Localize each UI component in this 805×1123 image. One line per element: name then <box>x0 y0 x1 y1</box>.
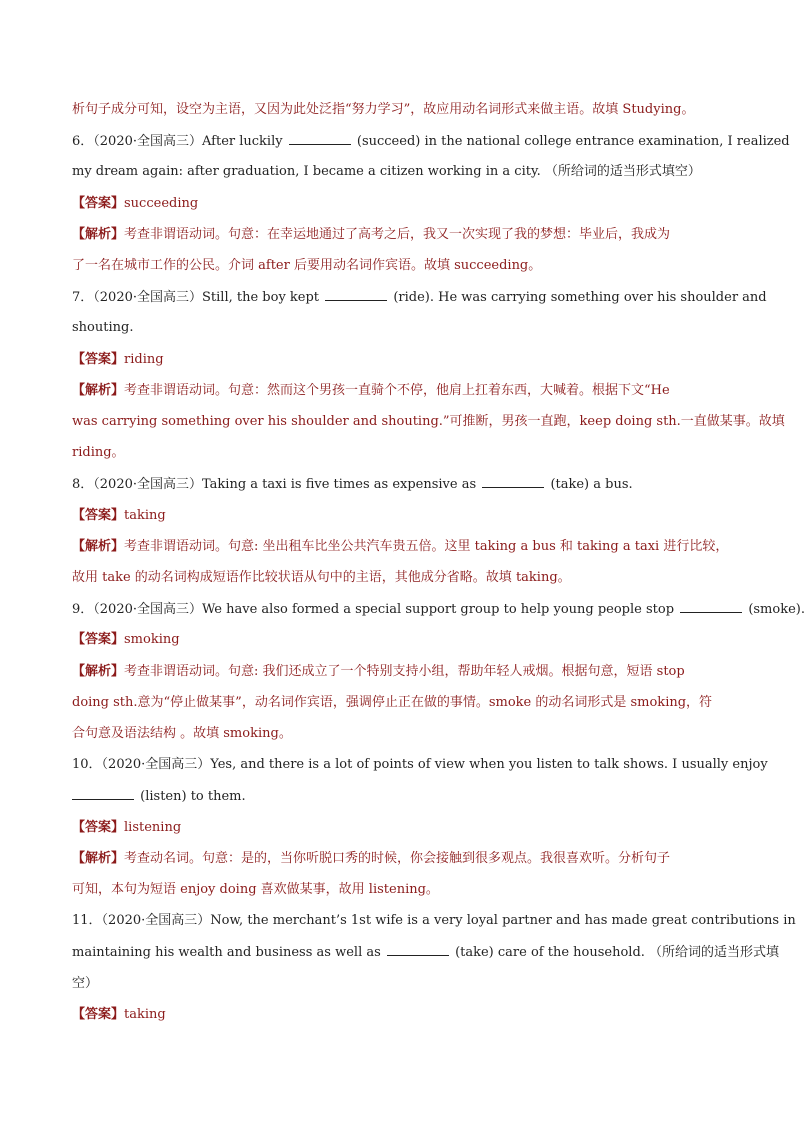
answer-blank <box>680 600 742 613</box>
question-text: Now, the merchant’s 1st wife is a very loyal partner and has made great contributions in <box>210 913 796 928</box>
question-6-line2: my dream again: after graduation, I became a citizen working in a city. （所给词的适当形式填空） <box>72 164 701 179</box>
question-8 <box>72 475 732 494</box>
answer-text: listening <box>124 820 182 835</box>
explanation-tag: 【解析】 <box>72 383 125 398</box>
question-source: 7．（2020·全国高三） <box>72 290 202 305</box>
answer-tag: 【答案】 <box>72 508 125 523</box>
question-text: After luckily <box>202 134 283 149</box>
question-11-line2 <box>72 943 780 962</box>
question-9 <box>72 600 805 619</box>
answer-tag: 【答案】 <box>72 1007 125 1022</box>
answer-tag: 【答案】 <box>72 196 125 211</box>
question-text: (ride). He was carrying something over his shoulder and <box>393 290 767 305</box>
answer-text: riding <box>124 352 164 367</box>
explanation-tag: 【解析】 <box>72 227 125 242</box>
question-source: 11．（2020·全国高三） <box>72 913 211 928</box>
explanation-text: 考查非谓语动词。句意：然而这个男孩一直骑个不停，他肩上扛着东西，大喊着。根据下文“He <box>124 383 670 398</box>
question-text: (take) care of the household. （所给词的适当形式填 <box>455 945 780 960</box>
question-10-line2 <box>72 787 732 806</box>
explanation-6-line2: 了一名在城市工作的公民。介词 after 后要用动名词作宾语。故填 succeeding。 <box>72 258 542 273</box>
explanation-7 <box>72 382 732 400</box>
answer-text: taking <box>124 1007 166 1022</box>
explanation-continued: 析句子成分可知，设空为主语，又因为此处泛指“努力学习”，故应用动名词形式来做主语。故填 Studying。 <box>72 102 695 117</box>
answer-text: taking <box>124 508 166 523</box>
question-source: 10．（2020·全国高三） <box>72 757 211 772</box>
question-text: (smoke). <box>748 602 805 617</box>
explanation-text: 考查动名词。句意：是的，当你听脱口秀的时候，你会接触到很多观点。我很喜欢听。分析句子 <box>124 851 671 866</box>
question-7-line2: shouting. <box>72 320 134 335</box>
answer-blank <box>482 475 544 488</box>
question-source: 9．（2020·全国高三） <box>72 602 202 617</box>
answer-tag: 【答案】 <box>72 820 125 835</box>
explanation-6 <box>72 226 732 244</box>
explanation-9-line3: 合句意及语法结构 。故填 smoking。 <box>72 726 292 741</box>
answer-6 <box>72 195 732 213</box>
question-text: Still, the boy kept <box>202 290 320 305</box>
explanation-tag: 【解析】 <box>72 851 125 866</box>
question-10 <box>72 756 768 774</box>
question-text: Taking a taxi is five times as expensive as <box>202 477 477 492</box>
question-11-line3: 空） <box>72 976 99 991</box>
answer-11 <box>72 1006 732 1024</box>
question-text: (succeed) in the national college entrance examination, I realized <box>356 134 790 149</box>
explanation-text: 考查非谓语动词。句意: 坐出租车比坐公共汽车贵五倍。这里 taking a bus 和 taking a taxi 进行比较， <box>124 539 729 554</box>
question-7 <box>72 288 767 307</box>
answer-7 <box>72 351 732 369</box>
explanation-10 <box>72 850 732 868</box>
answer-8 <box>72 507 732 525</box>
answer-blank <box>72 787 134 800</box>
explanation-9 <box>72 663 732 681</box>
answer-blank <box>289 132 351 145</box>
explanation-tag: 【解析】 <box>72 539 125 554</box>
question-text: Yes, and there is a lot of points of view when you listen to talk shows. I usually enjoy <box>210 757 768 772</box>
explanation-8-line2: 故用 take 的动名词构成短语作比较状语从句中的主语，其他成分省略。故填 taking。 <box>72 570 571 585</box>
answer-tag: 【答案】 <box>72 352 125 367</box>
explanation-7-line3: riding。 <box>72 445 125 460</box>
explanation-9-line2: doing sth.意为“停止做某事”，动名词作宾语，强调停止正在做的事情。smoke 的动名词形式是 smoking，符 <box>72 695 713 710</box>
question-text: We have also formed a special support group to help young people stop <box>202 602 675 617</box>
explanation-text: 考查非谓语动词。句意: 我们还成立了一个特别支持小组，帮助年轻人戒烟。根据句意，短语 stop <box>124 664 685 679</box>
answer-blank <box>325 288 387 301</box>
question-6 <box>72 132 790 151</box>
question-text: maintaining his wealth and business as well as <box>72 945 381 960</box>
explanation-10-line2: 可知，本句为短语 enjoy doing 喜欢做某事，故用 listening。 <box>72 882 439 897</box>
answer-text: succeeding <box>124 196 199 211</box>
explanation-7-line2: was carrying something over his shoulder and shouting.”可推断，男孩一直跑，keep doing sth.一直做某事。故填 <box>72 414 785 429</box>
explanation-8 <box>72 538 732 556</box>
explanation-tag: 【解析】 <box>72 664 125 679</box>
question-11 <box>72 912 796 930</box>
explanation-text: 考查非谓语动词。句意：在幸运地通过了高考之后，我又一次实现了我的梦想：毕业后，我成为 <box>124 227 671 242</box>
question-source: 8．（2020·全国高三） <box>72 477 202 492</box>
answer-9 <box>72 631 732 649</box>
answer-10 <box>72 819 732 837</box>
answer-text: smoking <box>124 632 180 647</box>
answer-blank <box>387 943 449 956</box>
question-text: (listen) to them. <box>140 789 246 804</box>
question-source: 6．（2020·全国高三） <box>72 134 202 149</box>
answer-tag: 【答案】 <box>72 632 125 647</box>
question-text: (take) a bus. <box>550 477 633 492</box>
